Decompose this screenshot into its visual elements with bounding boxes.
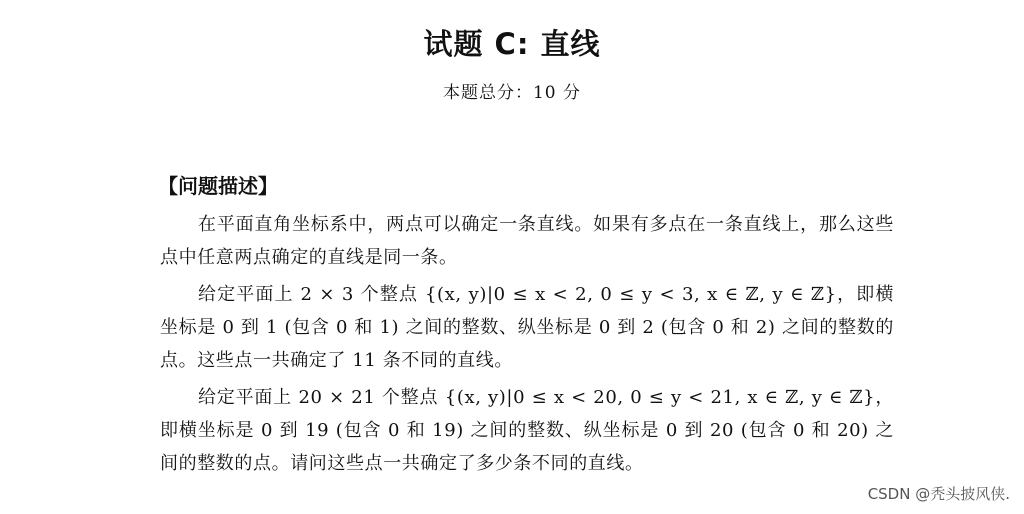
paragraph-2: 给定平面上 2 × 3 个整点 {(x, y)|0 ≤ x < 2, 0 ≤ y < 3, x ∈ ℤ, y ∈ ℤ}，即横坐标是 0 到 1 (包含 0 和 1) 之间的整数、纵坐标是 0 到 2 (包含 0 和 2) 之间的整数的点。这些点一共确定了 11 条不同的直线。 [160,284,894,371]
score-subtitle: 本题总分：10 分 [442,83,582,103]
section-header: 【问题描述】 [158,174,278,198]
paragraph-1: 在平面直角坐标系中，两点可以确定一条直线。如果有多点在一条直线上，那么这些点中任意两点确定的直线是同一条。 [160,214,894,268]
paragraph-3: 给定平面上 20 × 21 个整点 {(x, y)|0 ≤ x < 20, 0 ≤ y < 21, x ∈ ℤ, y ∈ ℤ}，即横坐标是 0 到 19 (包含 0 和 19) 之间的整数、纵坐标是 0 到 20 (包含 0 和 20) 之间的整数的点。请问这些点一共确定了多少条不同的直线。 [160,387,894,474]
problem-title: 试题 C: 直线 [423,27,601,61]
csdn-watermark: CSDN @秃头披风侠. [867,485,1010,503]
problem-description [160,208,894,484]
